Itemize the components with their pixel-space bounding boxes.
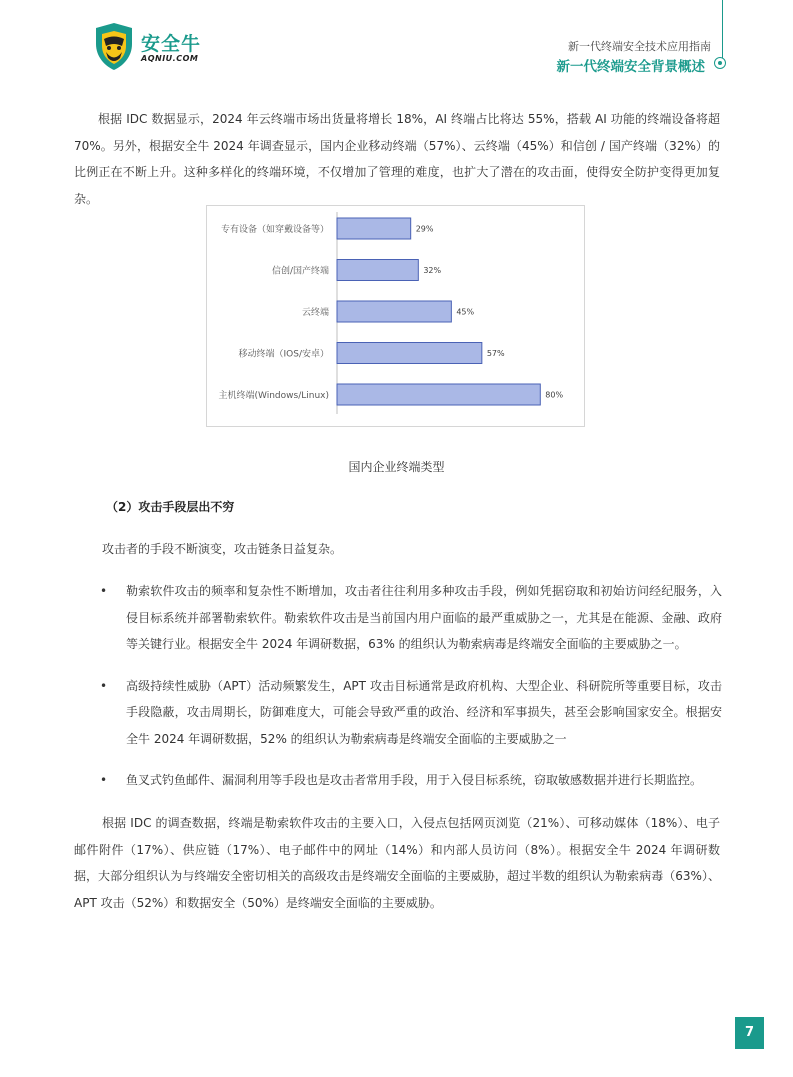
logo	[93, 22, 213, 72]
bullet-text: 高级持续性威胁（APT）活动频繁发生，APT 攻击目标通常是政府机构、大型企业、科研院所等重要目标，攻击手段隐蔽，攻击周期长，防御难度大，可能会导致严重的政治、经济和军事损失，甚至会影响国家安全。根据安全牛 2024 年调研数据，52% 的组织认为勒索病毒是终端安全面临的主要威胁之一	[126, 678, 722, 746]
shield-logo-icon	[93, 22, 135, 72]
bar	[337, 384, 540, 405]
terminal-type-chart	[206, 205, 585, 427]
bullet-dot-icon: •	[100, 678, 108, 693]
target-dot-icon	[714, 57, 726, 69]
category-label: 移动终端（IOS/安卓）	[238, 349, 329, 360]
bar	[337, 218, 411, 239]
bullet-text: 鱼叉式钓鱼邮件、漏洞利用等手段也是攻击者常用手段，用于入侵目标系统，窃取敏感数据并进行长期监控。	[126, 773, 703, 787]
bullet-item-apt	[100, 673, 722, 753]
value-label: 57%	[486, 349, 505, 358]
section-subheading: （2）攻击手段层出不穷	[106, 500, 235, 514]
value-label: 80%	[545, 390, 564, 400]
header-divider	[722, 0, 723, 58]
bullet-text: 勒索软件攻击的频率和复杂性不断增加，攻击者往往利用多种攻击手段，例如凭据窃取和初始访问经纪服务，入侵目标系统并部署勒索软件。勒索软件攻击是当前国内用户面临的最严重威胁之一，尤其是在能源、金融、政府等关键行业。根据安全牛 2024 年调研数据，63% 的组织认为勒索病毒是终端安全面临的主要威胁之一。	[126, 584, 722, 651]
page-number: 7	[735, 1017, 764, 1049]
logo-text-cn: 安全牛	[141, 33, 202, 55]
category-label: 主机终端(Windows/Linux)	[218, 391, 329, 401]
value-label: 29%	[415, 224, 434, 234]
bullet-item-phishing	[100, 767, 722, 794]
bar	[337, 301, 451, 322]
logo-text-en: AQNIU.COM	[141, 54, 199, 63]
attack-intro-paragraph: 攻击者的手段不断演变，攻击链条日益复杂。	[102, 542, 343, 556]
category-label: 云终端	[301, 308, 329, 318]
bar-chart-svg	[207, 206, 584, 426]
chart-caption: 国内企业终端类型	[348, 460, 445, 474]
bullet-item-ransomware	[100, 578, 722, 658]
idc-paragraph: 根据 IDC 的调查数据，终端是勒索软件攻击的主要入口，入侵点包括网页浏览（21%）、可移动媒体（18%）、电子邮件附件（17%）、供应链（17%）、电子邮件中的网址（14%）和内部人员访问（8%）。根据安全牛 2024 年调研数据，大部分组织认为与终端安全密切相关的高级攻击是终端安全面临的主要威胁，超过半数的组织认为勒索病毒（63%）、APT 攻击（52%）和数据安全（50%）是终端安全面临的主要威胁。	[74, 816, 720, 910]
bar	[337, 343, 482, 364]
bullet-dot-icon: •	[100, 584, 108, 598]
intro-paragraph: 根据 IDC 数据显示，2024 年云终端市场出货量将增长 18%，AI 终端占比将达 55%，搭载 AI 功能的终端设备将超 70%。另外，根据安全牛 2024 年调查显示，国内企业移动终端（57%）、云终端（45%）和信创 / 国产终端（32%）的比例正在不断上升。这种多样化的终端环境，不仅增加了管理的难度，也扩大了潜在的攻击面，使得安全防护变得更加复杂。	[74, 112, 720, 206]
value-label: 32%	[423, 266, 442, 275]
bar	[337, 260, 418, 281]
category-label: 专有设备（如穿戴设备等）	[220, 225, 329, 235]
header-section-title: 新一代终端安全背景概述	[556, 59, 705, 75]
value-label: 45%	[456, 307, 475, 317]
bullet-dot-icon: •	[100, 773, 108, 787]
threat-bullet-list	[100, 578, 722, 809]
header-subtitle: 新一代终端安全技术应用指南	[568, 40, 711, 53]
category-label: 信创/国产终端	[271, 266, 329, 277]
